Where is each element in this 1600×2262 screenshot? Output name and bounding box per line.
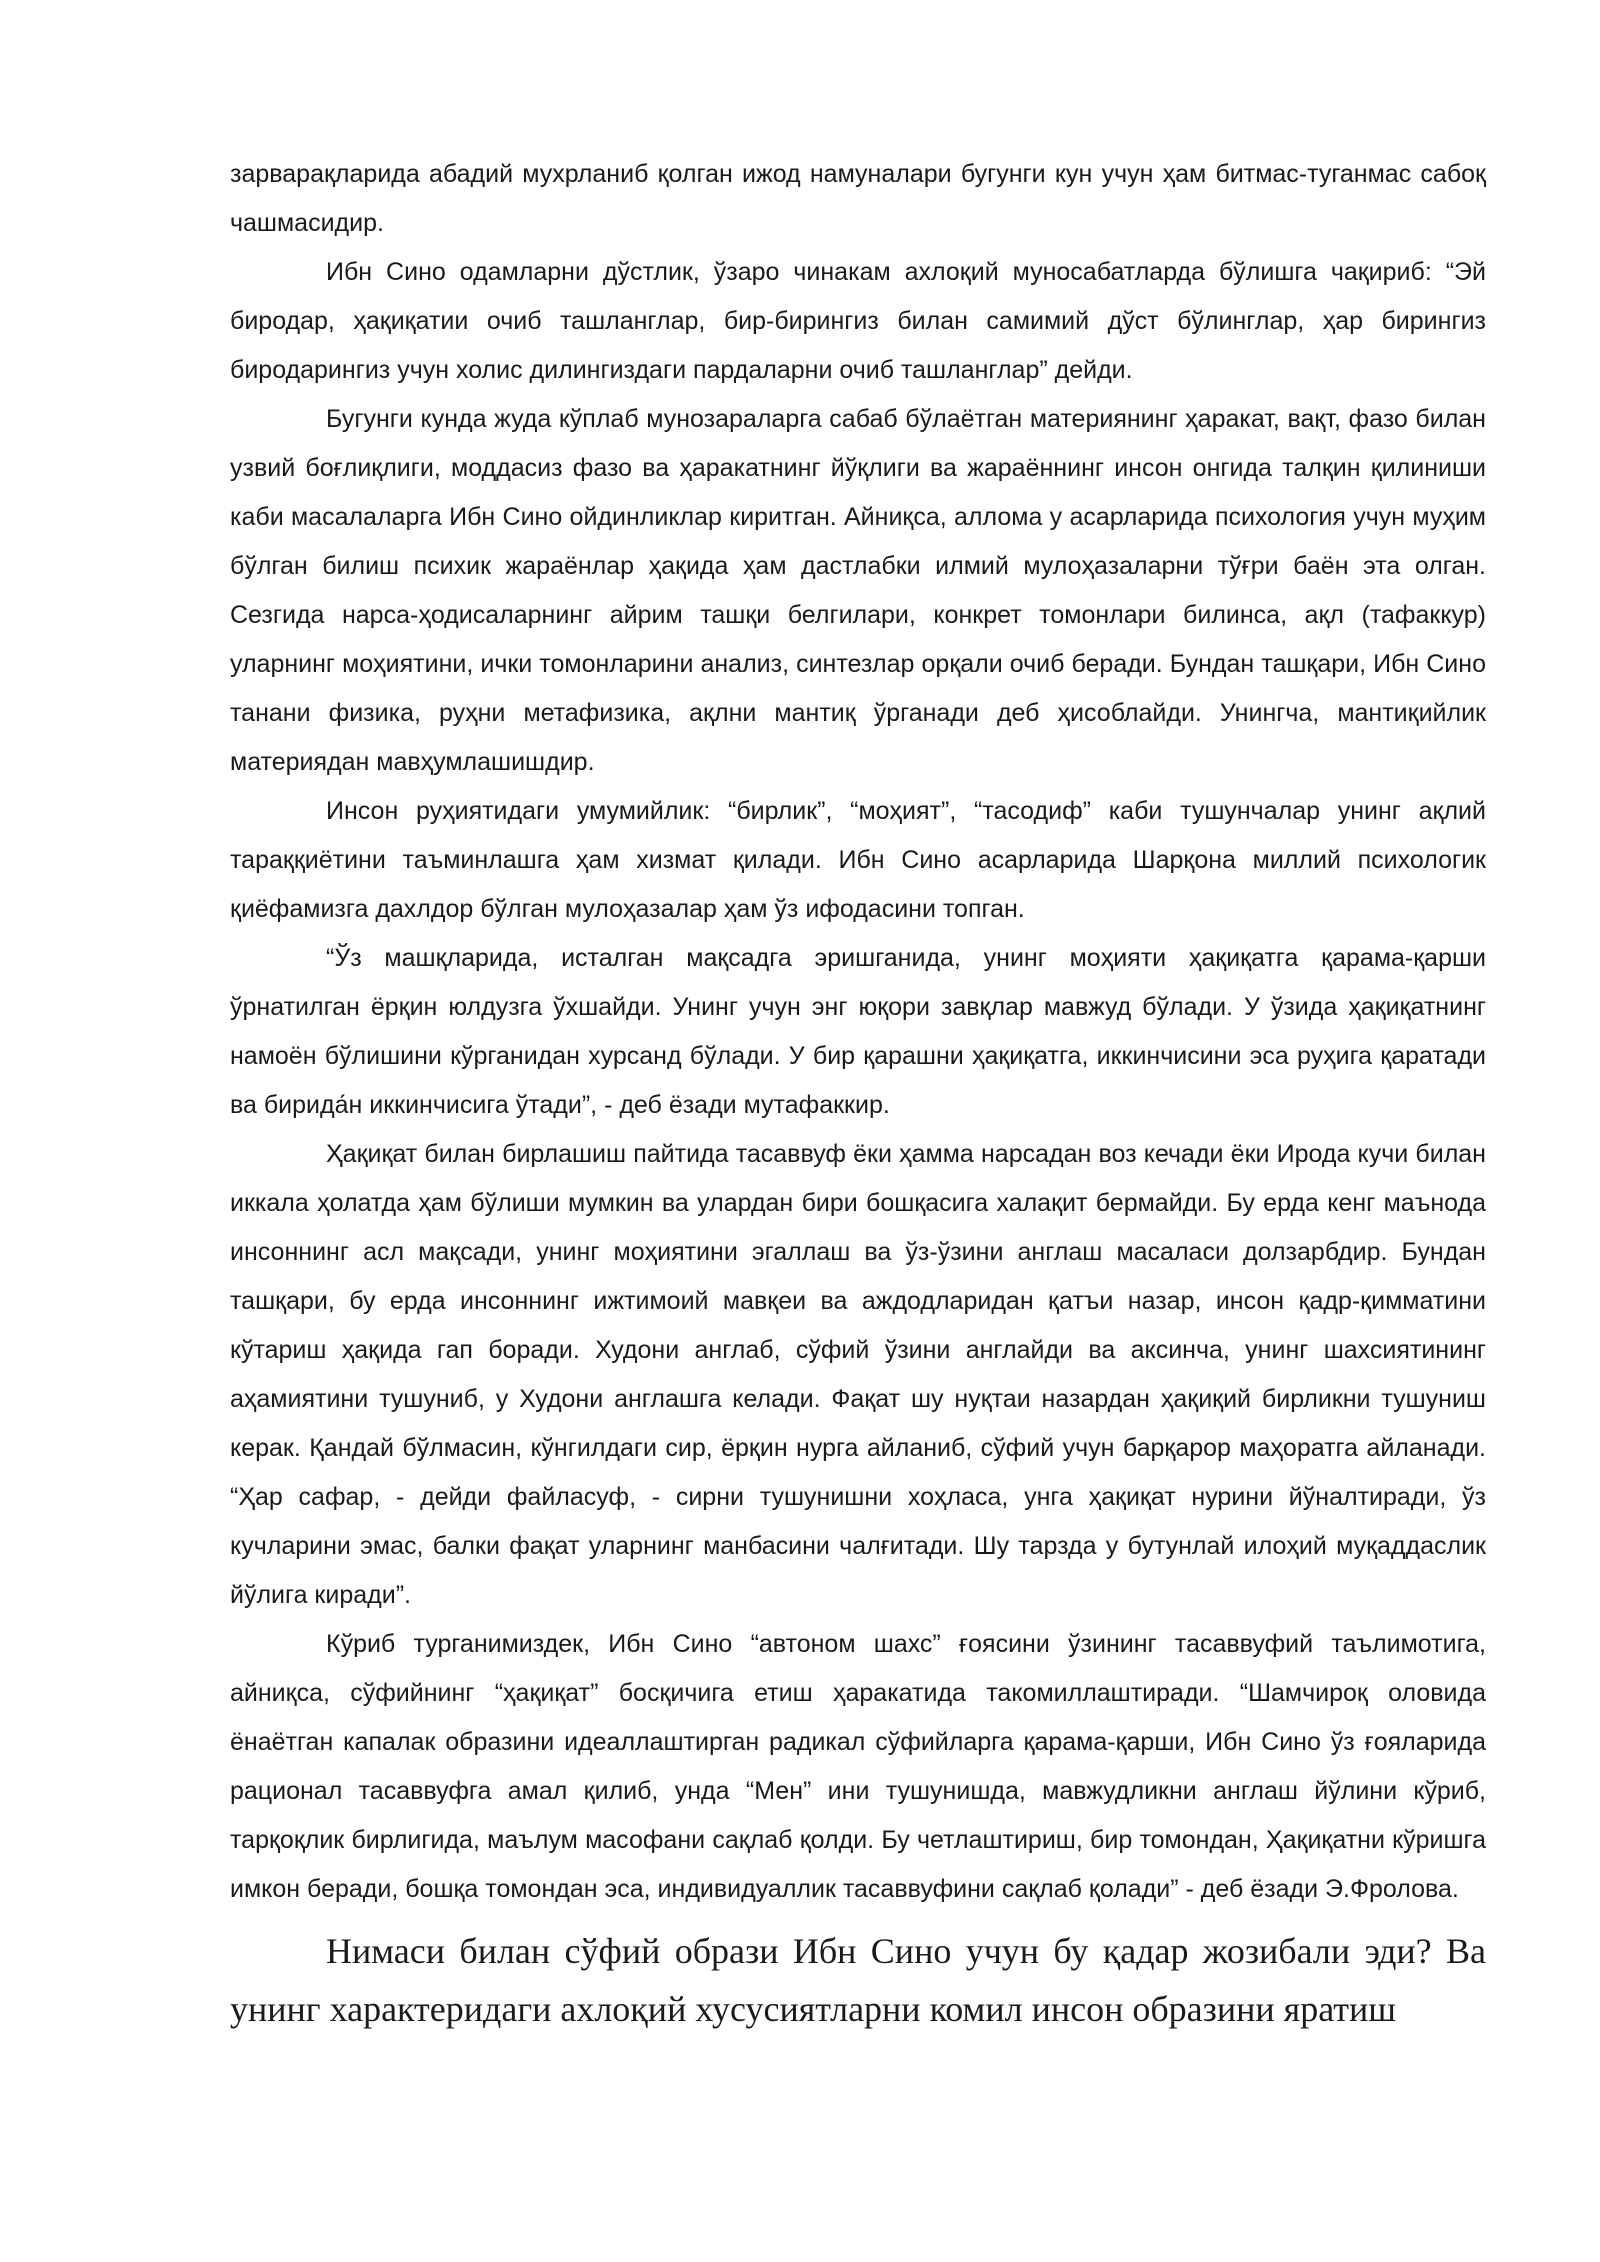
paragraph-friendship: Ибн Сино одамларни дўстлик, ўзаро чинакам ахлоқий муносабатларда бўлишга чақириб: “Эй биродар, ҳақиқатии очиб ташланглар, бир-бирингиз билан самимий дўст бўлинглар, ҳар бирингиз биродарингиз учун холис дилингиздаги пардаларни очиб ташланглар” дейди. [230, 258, 1486, 384]
paragraph-concepts: Инсон руҳиятидаги умумийлик: “бирлик”, “моҳият”, “тасодиф” каби тушунчалар унинг ақлий тараққиётини таъминлашга ҳам хизмат қилади. Ибн Сино асарларида Шарқона миллий психологик қиёфамизга дахлдор бўлган мулоҳазалар ҳам ўз ифодасини топган. [230, 797, 1486, 923]
paragraph-quote: “Ўз машқларида, исталган мақсадга эришганида, унинг моҳияти ҳақиқатга қарама-қарши ўрнатилган ёрқин юлдузга ўхшайди. Унинг учун энг юқори завқлар мавжуд бўлади. У ўзида ҳақиқатнинг намоён бўлишини кўрганидан хурсанд бўлади. У бир қарашни ҳақиқатга, иккинчисини эса руҳига қаратади ва бирида́н иккинчисига ўтади”, - деб ёзади мутафаккир. [230, 944, 1486, 1119]
paragraph-continuation: зарварақларида абадий мухрланиб қолган ижод намуналари бугунги кун учун ҳам битмас-туганмас сабоқ чашмасидир. [230, 160, 1486, 237]
paragraph-sufi-image: Нимаси билан сўфий образи Ибн Сино учун бу қадар жозибали эди? Ва унинг характеридаги ахлоқий хусусиятларни комил инсон образини яратиш [230, 1931, 1486, 2029]
paragraph-matter-motion: Бугунги кунда жуда кўплаб мунозараларга сабаб бўлаётган материянинг ҳаракат, вақт, фазо билан узвий боғлиқлиги, моддасиз фазо ва ҳаракатнинг йўқлиги ва жараённинг инсон онгида талқин қилиниши каби масалаларга Ибн Сино ойдинликлар киритган. Айниқса, аллома у асарларида психология учун муҳим бўлган билиш психик жараёнлар ҳақида ҳам дастлабки илмий мулоҳазаларни тўғри баён эта олган. Сезгида нарса-ҳодисаларнинг айрим ташқи белгилари, конкрет томонлари билинса, ақл (тафаккур) уларнинг моҳиятини, ички томонларини анализ, синтезлар орқали очиб беради. Бундан ташқари, Ибн Сино танани физика, руҳни метафизика, ақлни мантиқ ўрганади деб ҳисоблайди. Унингча, мантиқийлик материядан мавҳумлашишдир. [230, 405, 1486, 776]
paragraph-autonomous-person: Кўриб турганимиздек, Ибн Сино “автоном шахс” ғоясини ўзининг тасаввуфий таълимотига, айниқса, сўфийнинг “ҳақиқат” босқичига етиш ҳаракатида такомиллаштиради. “Шамчироқ оловида ёнаётган капалак образини идеаллаштирган радикал сўфийларга қарама-қарши, Ибн Сино ўз ғояларида рационал тасаввуфга амал қилиб, унда “Мен” ини тушунишда, мавжудликни англаш йўлини кўриб, тарқоқлик бирлигида, маълум масофани сақлаб қолди. Бу четлаштириш, бир томондан, Ҳақиқатни кўришга имкон беради, бошқа томондан эса, индивидуаллик тасаввуфини сақлаб қолади” - деб ёзади Э.Фролова. [230, 1630, 1486, 1903]
document-page [230, 150, 1486, 2038]
paragraph-truth-union: Ҳақиқат билан бирлашиш пайтида тасаввуф ёки ҳамма нарсадан воз кечади ёки Ирода кучи билан иккала ҳолатда ҳам бўлиши мумкин ва улардан бири бошқасига халақит бермайди. Бу ерда кенг маънода инсоннинг асл мақсади, унинг моҳиятини эгаллаш ва ўз-ўзини англаш масаласи долзарбдир. Бундан ташқари, бу ерда инсоннинг ижтимоий мавқеи ва аждодларидан қатъи назар, инсон қадр-қимматини кўтариш ҳақида гап боради. Худони англаб, сўфий ўзини англайди ва аксинча, унинг шахсиятининг аҳамиятини тушуниб, у Худони англашга келади. Фақат шу нуқтаи назардан ҳақиқий бирликни тушуниш керак. Қандай бўлмасин, кўнгилдаги сир, ёрқин нурга айланиб, сўфий учун барқарор маҳоратга айланади. “Ҳар сафар, - дейди файласуф, - сирни тушунишни хоҳласа, унга ҳақиқат нурини йўналтиради, ўз кучларини эмас, балки фақат уларнинг манбасини чалғитади. Шу тарзда у бутунлай илоҳий муқаддаслик йўлига киради”. [230, 1140, 1486, 1609]
